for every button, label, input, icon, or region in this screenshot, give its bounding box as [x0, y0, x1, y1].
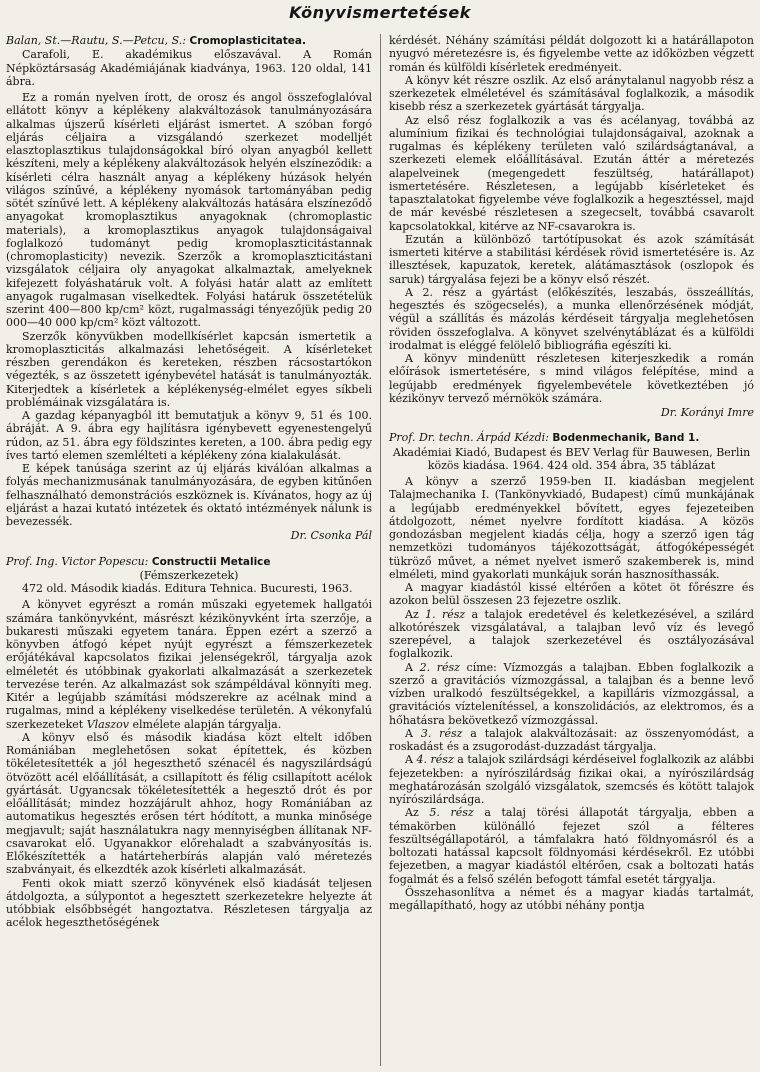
- review-3-bib: Akadémiai Kiadó, Budapest és BEV Verlag für Bauwesen, Berlin közös kiadása. 1964. 424 old. 354 ábra, 35 táblázat: [392, 445, 751, 472]
- review-3-paragraph: A 4. rész a talajok szilárdsági kérdéseivel foglalkozik az alábbi fejezetekben: a nyírószilárdság fizikai okai, a nyírószilárdság meghatározásán szolgáló vizsgálatok, szemcsés és kötött talajok nyírószilárdsága.: [389, 753, 755, 806]
- review-2-paragraph: A könyv mindenütt részletesen kiterjeszkedik a román előírások ismertetésére, s mind világos felépítése, mind a legújabb eredmények figyelembevétele következtében jó kézikönyv tervező mérnökök számára.: [389, 352, 754, 405]
- review-2-paragraph: Fenti okok miatt szerző könyvének első kiadását teljesen átdolgozta, a súlypontot a hegesztett szerkezetekre helyezte át utóbbiak elsőbbségét hangoztatva. Részletesen tárgyalja az acélok hegeszthetőségének: [6, 876, 372, 930]
- review-2-signature: Dr. Korányi Imre: [660, 406, 754, 419]
- review-3-paragraph: Összehasonlítva a német és a magyar kiadás tartalmát, megállapítható, hogy az utóbbi néhány pontja: [389, 885, 754, 912]
- review-2-bib: 472 old. Második kiadás. Editura Tehnica. Bucuresti, 1963.: [22, 582, 353, 595]
- review-1-authors: Balan, St.—Rautu, S.—Petcu, S.:: [6, 34, 186, 47]
- review-1-paragraph: A gazdag képanyagból itt bemutatjuk a könyv 9, 51 és 100. ábráját. A 9. ábra egy hajlításra igénybevett egyenestengelyű rúdon, az 51. ábra egy földszintes kereten, a 100. ábra pedig egy íves tartó elemen szemlélteti a képlékeny zóna kialakulását.: [6, 409, 372, 462]
- right-column: [389, 34, 754, 912]
- review-2-paragraph: Ezután a különböző tartótípusokat és azok számítását ismerteti kitérve a stabilitási kérdések rövid ismertetésére is. Az illesztések, kapuzatok, keretek, alátámasztások (oszlopok és saruk) tárgyalása fejezi be a könyv első részét.: [389, 232, 754, 286]
- review-2-paragraph: A könyv két részre oszlik. Az első aránytalanul nagyobb rész a szerkezetek elméletével és számításával foglalkozik, a második kisebb rész a szerkezetek gyártását tárgyalja.: [389, 73, 754, 114]
- review-3-citation: [389, 431, 754, 472]
- review-2-subtitle: (Fémszerkezetek): [139, 568, 239, 582]
- review-2-title: Constructii Metalice: [151, 555, 271, 568]
- review-2-authors: Prof. Ing. Victor Popescu:: [6, 554, 149, 568]
- review-2-paragraph: A könyv első és második kiadása közt eltelt időben Romániában meglehetősen sokat építettek, és közben tökéletesítették a jól hegeszthető szénacél és nagyszilárdságú ötvözött acél előállítását, a csillapított és félig csillapított acélok gyártását. Ugyancsak tökéletesítették a hegesztő drót és por előállítását; mindez hozzájárult ahhoz, hogy Romániában az automatikus hegesztés erősen tért hódított, a munka minősége megjavult; saját használatukra nagy mennyiségben állítanak NF-csavarokat elő. Ugyanakkor előrehaladt a szabványosítás is. Előkészítették a határteherbírás alapján való méretezés szabványait, és elkezdték azok kísérleti alkalmazását.: [6, 730, 372, 877]
- review-3-title: Bodenmechanik, Band 1.: [552, 432, 700, 445]
- review-1-paragraph: E képek tanúsága szerint az új eljárás kiválóan alkalmas a folyás mechanizmusának tanulmányozására, de egyben kitűnően felhasználható demonstrációs eszköznek is. Kívánatos, hogy az új eljárást a hazai kutató intézetek és oktató intézmények nálunk is bevezessék.: [6, 462, 372, 528]
- review-2-paragraph: A könyvet egyrészt a román műszaki egyetemek hallgatói számára tankönyvként, másrészt kézikönyvként írta szerzője, a bukaresti műszaki egyetem tanára. Éppen ezért a szerző a könyvben átfogó képet nyújt egyrészt a fémszerkezetek erőjátékával kapcsolatos fizikai jelenségekről, tárgyalja azok elméletét és utóbbinak gyakorlati alkalmazását a szerkezetek tervezése terén. Az alkalmazást sok számpéldával könnyíti meg. Kitér a legújabb számítási módszerekre az acélnak mind a rugalmas, mind a képlékeny viselkedése területén. A vékonyfalú szerkezeteket Vlaszov elmélete alapján tárgyalja.: [6, 598, 372, 731]
- section-title: Könyvismertetések: [289, 3, 471, 22]
- review-3-paragraph: Az 5. rész a talaj törési állapotát tárgyalja, ebben a témakörben különálló fejezet szól a félteres feszültségállapotáról, a támfalakra ható földnyomásról és a boltozati hatással kapcsolt földnyomási kérdésekről. Ez utóbbi fejezetben, a magyar kiadástól eltérően, csak a boltozati hatás fogalmát és a felső szélén befogott támfal esetét tárgyalja.: [389, 806, 755, 886]
- review-3-paragraph: A könyv a szerző 1959-ben II. kiadásban megjelent Talajmechanika I. (Tankönyvkiadó, Budapest) című munkájának a legújabb eredményekkel bővített, egyes fejezeteiben átdolgozott, német nyelvre fordított kiadása. A közös gondozásban megjelent kiadás célja, hogy a szerző igen tág nemzetközi tudományos tájékozottságát, átfogóképességét tükröző művet, a német nyelvet ismerő szakemberek is, mind elméleti, mind gyakorlati munkájuk során hasznosíthassák.: [389, 475, 754, 581]
- review-2-paragraph: Az első rész foglalkozik a vas és acélanyag, továbbá az alumínium fizikai és technológiai tulajdonságaival, azoknak a rugalmas és képlékeny területen való szilárdságtanával, a szerkezeti elemek előállításával. Ezután áttér a méretezés alapelveinek (megengedett feszültség, határállapot) ismertetésére. Részletesen, a legújabb kísérleteket és tapasztalatokat figyelembe véve foglalkozik a hegesztéssel, majd de már kevésbé részletesen a szegecselt, továbbá csavarolt kapcsolatokkal, kitérve az NF-csavarokra is.: [389, 113, 754, 233]
- review-1-bib: Carafoli, E. akadémikus előszavával. A Román Népköztársaság Akadémiájának kiadványa, 1963. 120 oldal, 141 ábra.: [6, 48, 372, 88]
- review-3-paragraph: Az 1. rész a talajok eredetével és keletkezésével, a szilárd alkotórészek vizsgálatával, a talajban levő víz és levegő szerepével, a talajok szerkezetével és osztályozásával foglalkozik.: [389, 607, 755, 661]
- person-name: Vlaszov: [86, 717, 130, 731]
- review-1-title: Cromoplasticitatea.: [189, 35, 306, 47]
- review-3-paragraph: A 3. rész a talajok alakváltozásait: az összenyomódást, a roskadást és a zsugorodást-duzzadást tárgyalja.: [389, 726, 755, 753]
- review-2-paragraph: A 2. rész a gyártást (előkészítés, leszabás, összeállítás, hegesztés és szögecselés), a munka ellenőrzésének módját, végül a szállítás és mázolás kérdéseit tárgyalja meglehetősen röviden összefoglalva. A könyvet szelvénytáblázat és a külföldi irodalmat is eléggé felölelő bibliográfia egészíti ki.: [389, 285, 754, 352]
- column-divider: [380, 34, 381, 1066]
- review-3-authors: Prof. Dr. techn. Árpád Kézdi:: [389, 431, 549, 445]
- review-1-signature: Dr. Csonka Pál: [290, 529, 372, 543]
- review-2-paragraph: kérdését. Néhány számítási példát dolgozott ki a határállapoton nyugvó méretezésre is, és figyelembe vette az időközben végzett román és külföldi kísérletek eredményeit.: [389, 34, 754, 74]
- review-3-paragraph: A magyar kiadástól kissé eltérően a kötet öt főrészre és azokon belül összesen 23 fejezetre oszlik.: [389, 581, 754, 608]
- review-1-paragraph: Szerzők könyvükben modellkísérlet kapcsán ismertetik a kromoplaszticitás alkalmazási lehetőségeit. A kísérleteket részben gerendákon és kereteken, részben rácsostartókon végezték, s az összetett igénybevétel hatását is tanulmányozták. Kiterjedtek a kísérletek a képlékenység-elmélet egyes síkbeli problémáinak vizsgálatára is.: [6, 329, 372, 409]
- left-column: [6, 34, 372, 930]
- review-1-citation: [6, 34, 372, 88]
- review-1-paragraph: Ez a román nyelven írott, de orosz és angol összefoglalóval ellátott könyv a képlékeny alakváltozások tanulmányozására alkalmas újszerű kísérleti eljárást ismertet. A szóban forgó eljárás céljaira a vizsgálandó szerkezet modelljét elasztoplasztikus tulajdonságokkal bíró olyan anyagból kellett készíteni, mely a képlékeny alakváltozások helyén elszíneződik: a kísérleti célra használt anyag a képlékeny húzások helyén világos színűvé, a képlékeny nyomások tartományában pedig sötét színűvé lett. A képlékeny alakváltozás hatására elszíneződő anyagokat kromoplasztikus anyagoknak (chromoplastic materials), a kromoplasztikus anyagok tulajdonságaival foglalkozó tudományt pedig kromoplaszticitástannak (chromoplasticity) nevezik. Szerzők a kromoplaszticitástani vizsgálatok céljaira oly anyagokat alkalmaztak, amelyeknek kifejezett folyáshatáruk volt. A folyási határ alatt az említett anyagok rugalmasan viselkedtek. Folyási határuk összetételük szerint 400—800 kp/cm² közt, rugalmassági tényezőjük pedig 20 000—40 000 kp/cm² közt változott.: [6, 91, 372, 330]
- review-2-citation: [6, 555, 372, 596]
- page-header: [0, 0, 760, 30]
- review-3-paragraph: A 2. rész címe: Vízmozgás a talajban. Ebben foglalkozik a szerző a gravitációs vízmozgással, a talajban és a benne levő vízben uralkodó feszültségekkel, a kapilláris vízmozgással, a gravitációs víztelenítéssel, a konszolidációs, az elektromos, és a hőhatásra bekövetkező vízmozgással.: [389, 660, 754, 727]
